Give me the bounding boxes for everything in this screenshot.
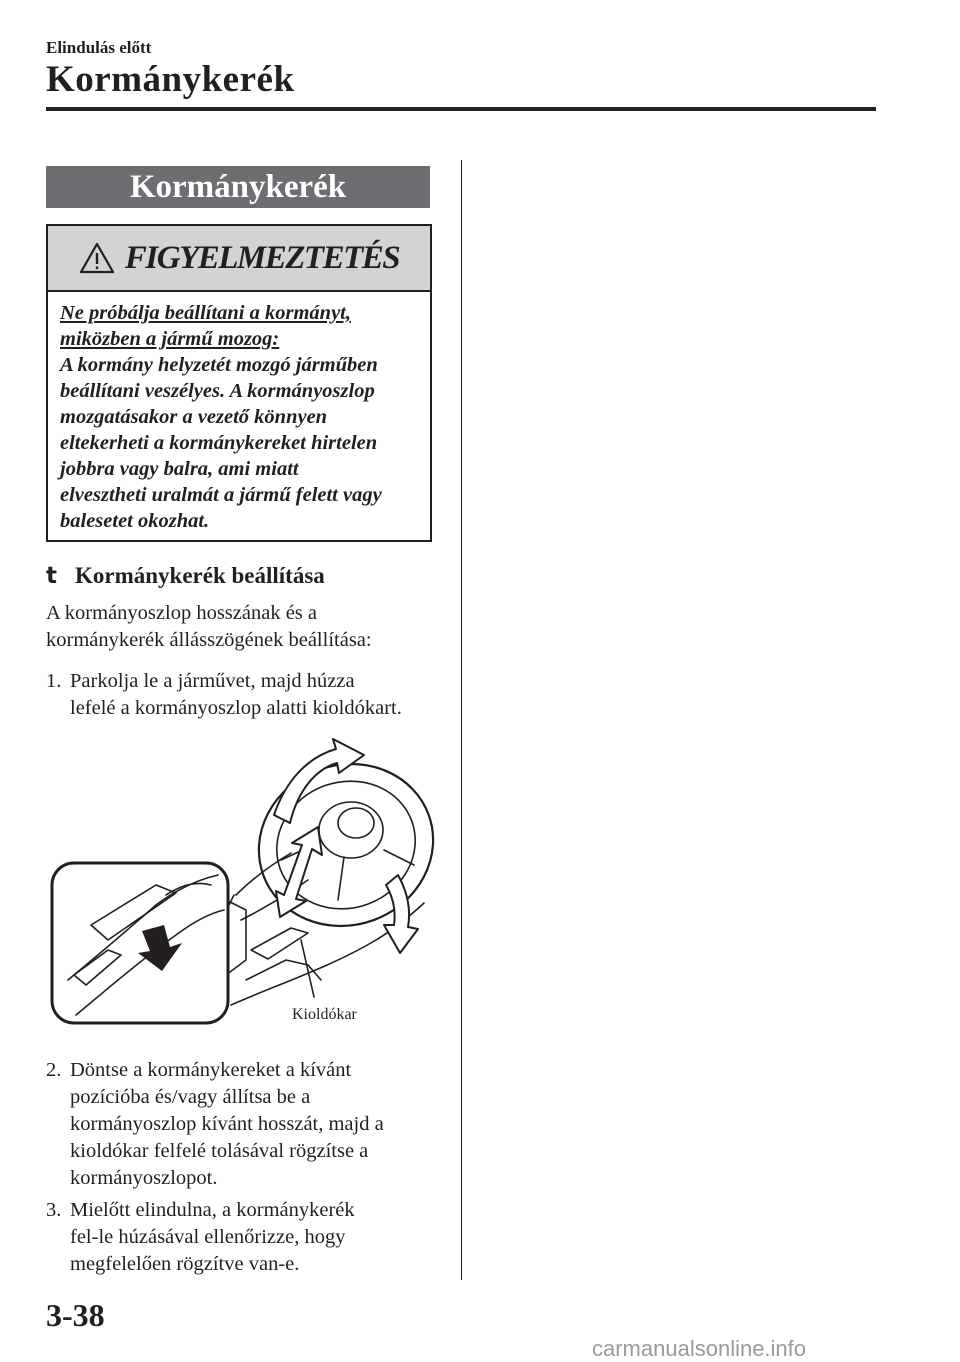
warning-header [48, 226, 430, 292]
warning-triangle-icon [79, 242, 115, 274]
warning-underlined-line: Ne próbálja beállítani a kormányt, [60, 302, 351, 324]
step-line: Mielőtt elindulna, a kormánykerék [70, 1199, 355, 1221]
step-number: 3. [46, 1199, 62, 1221]
step-3 [46, 1197, 456, 1278]
intro-paragraph [46, 600, 446, 654]
watermark-link[interactable]: carmanualsonline.info [592, 1336, 807, 1361]
warning-title: FIGYELMEZTETÉS [124, 239, 400, 276]
section-banner: Kormánykerék [46, 166, 430, 208]
title-rule [46, 107, 876, 111]
subsection-title: Kormánykerék beállítása [75, 563, 325, 588]
warning-text-line: mozgatásakor a vezető könnyen [60, 406, 328, 428]
step-line: fel-le húzásával ellenőrizze, hogy [70, 1226, 346, 1248]
step-number: 2. [46, 1059, 62, 1081]
warning-text-line: elvesztheti uralmát a jármű felett vagy [60, 484, 382, 506]
step-line: kormányoszlop kívánt hosszát, majd a [70, 1113, 384, 1135]
page-number: 3-38 [46, 1297, 105, 1333]
warning-text-line: beállítani veszélyes. A kormányoszlop [60, 380, 375, 402]
step-number: 1. [46, 670, 62, 692]
warning-text-line: jobbra vagy balra, ami miatt [60, 458, 299, 480]
step-line: Parkolja le a járművet, majd húzza [70, 670, 355, 692]
column-divider [461, 160, 462, 1280]
intro-line: A kormányoszlop hosszának és a [46, 602, 317, 624]
chapter-heading: Elindulás előtt [46, 38, 152, 57]
step-2 [46, 1057, 456, 1192]
figure-label: Kioldókar [292, 1006, 357, 1023]
step-line: kioldókar felfelé tolásával rögzítse a [70, 1140, 369, 1162]
warning-text-line: A kormány helyzetét mozgó járműben [60, 354, 378, 376]
step-line: lefelé a kormányoszlop alatti kioldókart. [70, 697, 402, 719]
step-1 [46, 668, 456, 722]
step-line: pozícióba és/vagy állítsa be a [70, 1086, 311, 1108]
bullet-marker: t [46, 563, 57, 589]
step-line: kormányoszlopot. [70, 1167, 218, 1189]
warning-body [60, 300, 422, 534]
warning-text-line: eltekerheti a kormánykereket hirtelen [60, 432, 378, 454]
step-line: Döntse a kormánykereket a kívánt [70, 1059, 352, 1081]
warning-underlined-line: miközben a jármű mozog: [60, 328, 280, 350]
intro-line: kormánykerék állásszögének beállítása: [46, 629, 372, 651]
warning-text-line: balesetet okozhat. [60, 510, 210, 532]
steering-wheel-illustration [46, 735, 444, 1035]
warning-box [46, 224, 432, 542]
subsection-heading [46, 563, 325, 589]
page-title: Kormánykerék [46, 59, 295, 100]
step-line: megfelelően rögzítve van-e. [70, 1253, 300, 1275]
